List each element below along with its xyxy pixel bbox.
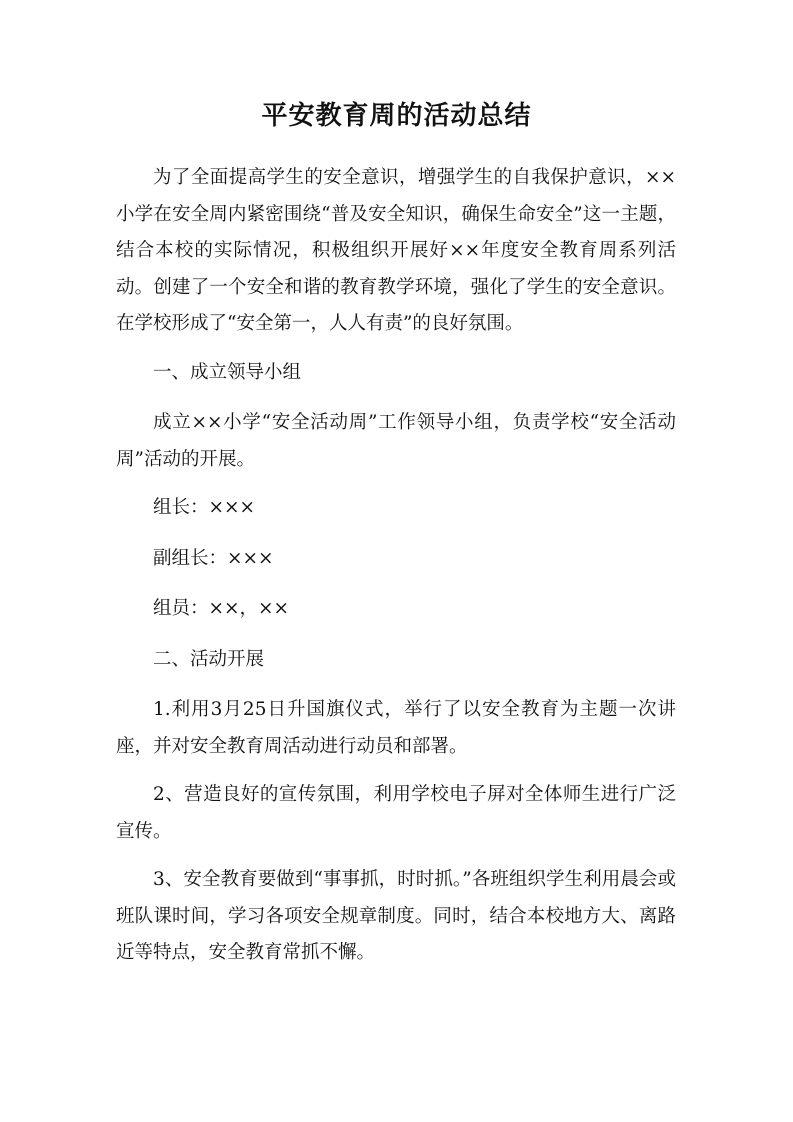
- document-title: 平安教育周的活动总结: [261, 101, 532, 131]
- deputy-leader-line: 副组长：×××: [153, 547, 274, 569]
- activity-item-3: 3、安全教育要做到“事事抓，时时抓。”各班组织学生利用晨会或班队课时间，学习各项安全规章制度。同时，结合本校地方大、离路近等特点，安全教育常抓不懈。: [116, 869, 676, 963]
- section-heading-activities: 二、活动开展: [153, 648, 265, 670]
- members-line: 组员：××，××: [153, 598, 290, 619]
- activity-item-2: 2、营造良好的宣传氛围，利用学校电子屏对全体师生进行广泛宣传。: [116, 784, 676, 842]
- intro-paragraph: 为了全面提高学生的安全意识，增强学生的自我保护意识，××小学在安全周内紧密围绕“普及安全知识，确保生命安全”这一主题，结合本校的实际情况，积极组织开展好××年度安全教育周系列活动。创建了一个安全和谐的教育教学环境，强化了学生的安全意识。在学校形成了“安全第一，人人有责”的良好氛围。: [116, 167, 676, 334]
- section-heading-leadership: 一、成立领导小组: [153, 361, 302, 383]
- leadership-paragraph: 成立××小学“安全活动周”工作领导小组，负责学校“安全活动周”活动的开展。: [116, 412, 676, 470]
- document-body: [116, 160, 676, 984]
- group-leader-line: 组长：×××: [153, 497, 256, 518]
- activity-item-1: 1.利用3月25日升国旗仪式，举行了以安全教育为主题一次讲座，并对安全教育周活动进行动员和部署。: [116, 699, 676, 757]
